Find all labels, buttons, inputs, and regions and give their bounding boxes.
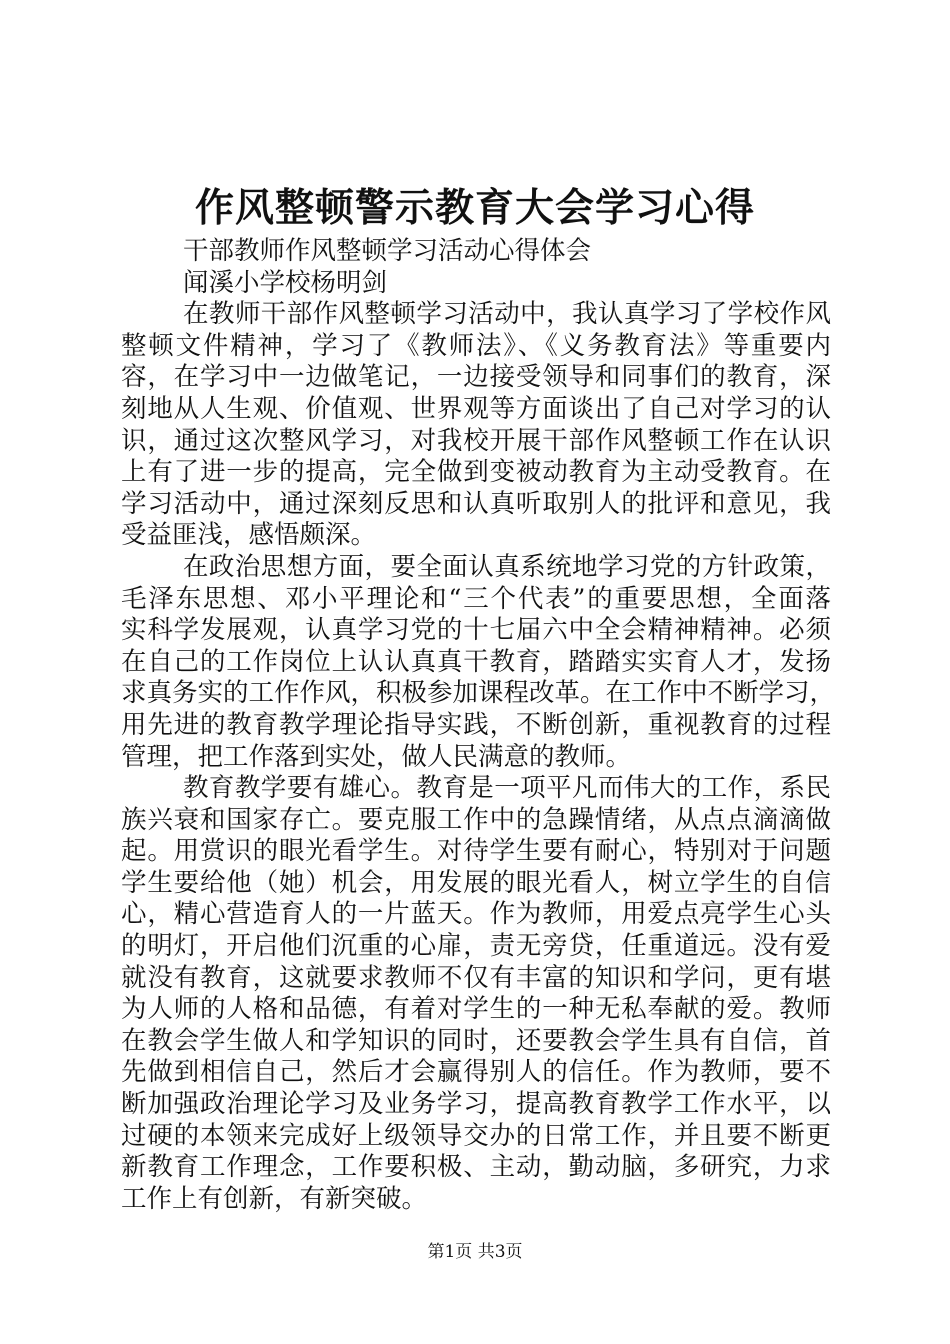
text-line: 为人师的人格和品德，有着对学生的一种无私奉献的爱。教师 bbox=[121, 994, 831, 1025]
text-line: 教育教学要有雄心。教育是一项平凡而伟大的工作，系民 bbox=[183, 773, 831, 804]
text-line: 管理，把工作落到实处，做人民满意的教师。 bbox=[121, 741, 632, 772]
text-line: 在教会学生做人和学知识的同时，还要教会学生具有自信，首 bbox=[121, 1025, 831, 1056]
text-line: 断加强政治理论学习及业务学习，提高教育教学工作水平，以 bbox=[121, 1089, 831, 1120]
text-line: 就没有教育，这就要求教师不仅有丰富的知识和学问，更有堪 bbox=[121, 962, 831, 993]
text-line: 识，通过这次整风学习，对我校开展干部作风整顿工作在认识 bbox=[121, 425, 831, 456]
text-line: 在自己的工作岗位上认认真真干教育，踏踏实实育人才，发扬 bbox=[121, 646, 831, 677]
text-line: 实科学发展观，认真学习党的十七届六中全会精神精神。必须 bbox=[121, 615, 831, 646]
document-body bbox=[121, 236, 836, 1215]
text-line: 受益匪浅，感悟颇深。 bbox=[121, 520, 377, 551]
text-line: 先做到相信自己，然后才会赢得别人的信任。作为教师，要不 bbox=[121, 1057, 831, 1088]
text-line: 学习活动中，通过深刻反思和认真听取别人的批评和意见，我 bbox=[121, 488, 831, 519]
text-line: 干部教师作风整顿学习活动心得体会 bbox=[183, 236, 592, 266]
text-line: 工作上有创新，有新突破。 bbox=[121, 1183, 428, 1214]
text-line: 新教育工作理念，工作要积极、主动，勤动脑，多研究，力求 bbox=[121, 1152, 831, 1183]
text-line: 整顿文件精神，学习了《教师法》、《义务教育法》等重要内 bbox=[121, 330, 831, 361]
text-line: 容，在学习中一边做笔记，一边接受领导和同事们的教育，深 bbox=[121, 362, 831, 393]
text-line: 起。用赏识的眼光看学生。对待学生要有耐心，特别对于问题 bbox=[121, 836, 831, 867]
text-line: 求真务实的工作作风，积极参加课程改革。在工作中不断学习， bbox=[121, 678, 836, 709]
text-line: 过硬的本领来完成好上级领导交办的日常工作，并且要不断更 bbox=[121, 1120, 831, 1151]
text-line: 族兴衰和国家存亡。要克服工作中的急躁情绪，从点点滴滴做 bbox=[121, 804, 831, 835]
text-line: 心，精心营造育人的一片蓝天。作为教师，用爱点亮学生心头 bbox=[121, 899, 831, 930]
text-line: 的明灯，开启他们沉重的心扉，责无旁贷，任重道远。没有爱 bbox=[121, 931, 831, 962]
text-line: 在政治思想方面，要全面认真系统地学习党的方针政策， bbox=[183, 551, 831, 582]
text-line: 在教师干部作风整顿学习活动中，我认真学习了学校作风 bbox=[183, 299, 831, 330]
text-line: 上有了进一步的提高，完全做到变被动教育为主动受教育。在 bbox=[121, 457, 831, 488]
page-footer: 第1页 共3页 bbox=[427, 1242, 523, 1262]
text-line: 刻地从人生观、价值观、世界观等方面谈出了自己对学习的认 bbox=[121, 393, 831, 424]
text-line: 闻溪小学校杨明剑 bbox=[183, 267, 388, 298]
document-title: 作风整顿警示教育大会学习心得 bbox=[194, 185, 755, 231]
text-line: 学生要给他（她）机会，用发展的眼光看人，树立学生的自信 bbox=[121, 867, 831, 898]
text-line: 毛泽东思想、邓小平理论和“三个代表”的重要思想，全面落 bbox=[121, 583, 831, 614]
text-line: 用先进的教育教学理论指导实践，不断创新，重视教育的过程 bbox=[121, 709, 831, 740]
